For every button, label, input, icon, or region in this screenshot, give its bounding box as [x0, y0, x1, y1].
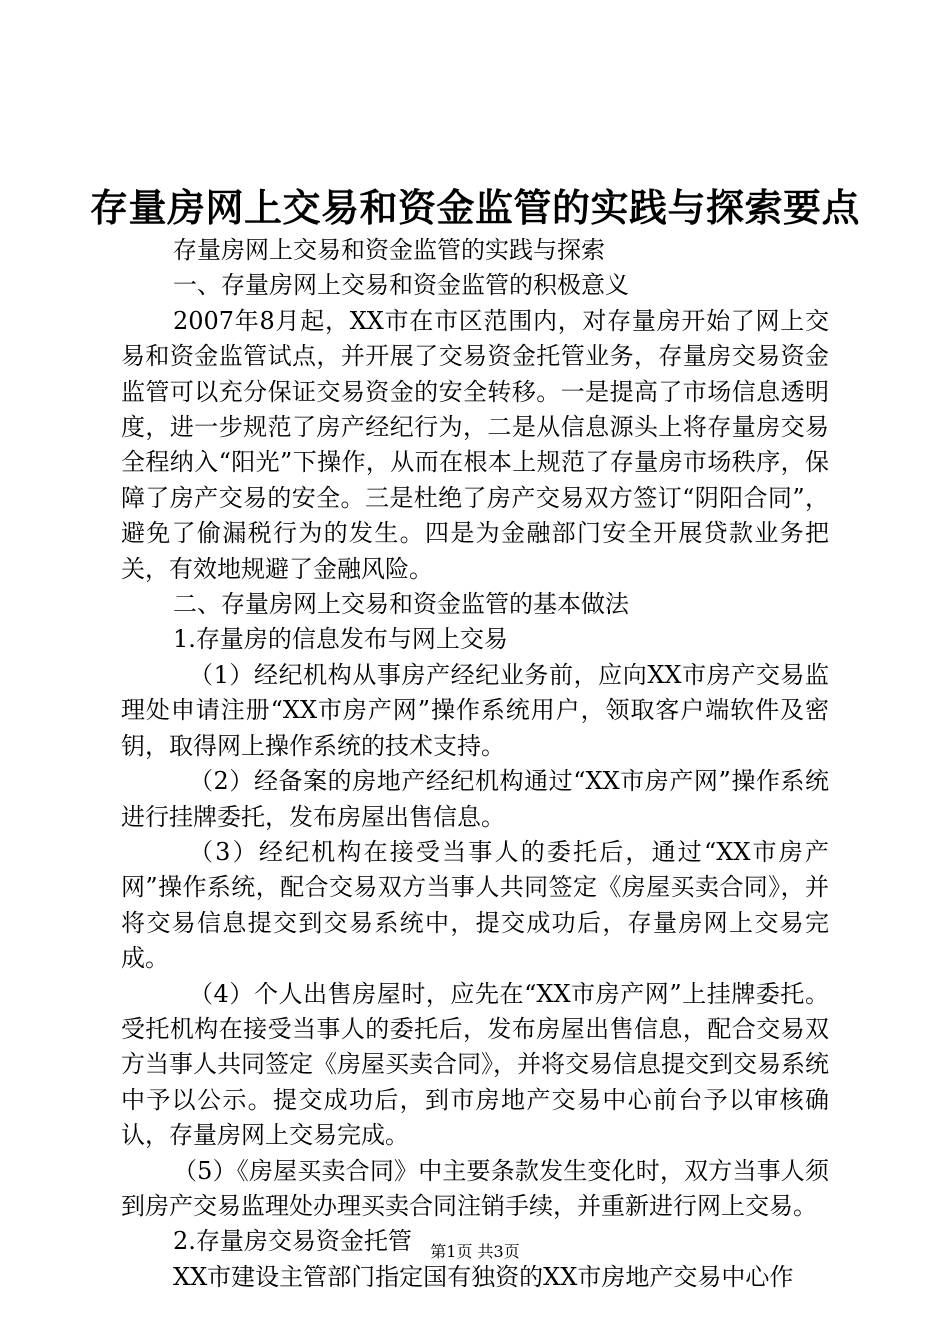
subsection-heading-1: 1.存量房的信息发布与网上交易: [173, 625, 508, 654]
document-title: 存量房网上交易和资金监管的实践与探索要点: [89, 185, 860, 230]
document-body: [121, 233, 829, 1295]
paragraph: 2007年8月起，XX市在市区范围内，对存量房开始了网上交易和资金监管试点，并开展了交易资金托管业务，存量房交易资金监管可以充分保证交易资金的安全转移。一是提高了市场信息透明度，进一步规范了房产经纪行为，二是从信息源头上将存量房交易全程纳入“阳光”下操作，从而在根本上规范了存量房市场秩序，保障了房产交易的安全。三是杜绝了房产交易双方签订“阴阳合同”，避免了偷漏税行为的发生。四是为金融部门安全开展贷款业务把关，有效地规避了金融风险。: [121, 306, 829, 583]
section-heading-1: 一、存量房网上交易和资金监管的积极意义: [173, 271, 629, 300]
paragraph: XX市建设主管部门指定国有独资的XX市房地产交易中心作: [173, 1262, 794, 1291]
list-item: （3）经纪机构在接受当事人的委托后，通过“XX市房产网”操作系统，配合交易双方当事人共同签定《房屋买卖合同》，并将交易信息提交到交易系统中，提交成功后，存量房网上交易完成。: [121, 837, 829, 973]
section-heading-2: 二、存量房网上交易和资金监管的基本做法: [173, 590, 629, 619]
subtitle-paragraph: 存量房网上交易和资金监管的实践与探索: [173, 236, 605, 264]
list-item: （5）《房屋买卖合同》中主要条款发生变化时，双方当事人须到房产交易监理处办理买卖合同注销手续，并重新进行网上交易。: [121, 1156, 829, 1220]
list-item: （1）经纪机构从事房产经纪业务前，应向XX市房产交易监理处申请注册“XX市房产网”操作系统用户，领取客户端软件及密钥，取得网上操作系统的技术支持。: [121, 660, 829, 760]
subsection-heading-2: 2.存量房交易资金托管: [173, 1227, 412, 1256]
list-item: （4）个人出售房屋时，应先在“XX市房产网”上挂牌委托。受托机构在接受当事人的委托后，发布房屋出售信息，配合交易双方当事人共同签定《房屋买卖合同》，并将交易信息提交到交易系统中予以公示。提交成功后，到市房地产交易中心前台予以审核确认，存量房网上交易完成。: [121, 979, 829, 1150]
page-footer: 第1页 共3页: [430, 1242, 520, 1261]
list-item: （2）经备案的房地产经纪机构通过“XX市房产网”操作系统进行挂牌委托，发布房屋出售信息。: [121, 767, 829, 831]
